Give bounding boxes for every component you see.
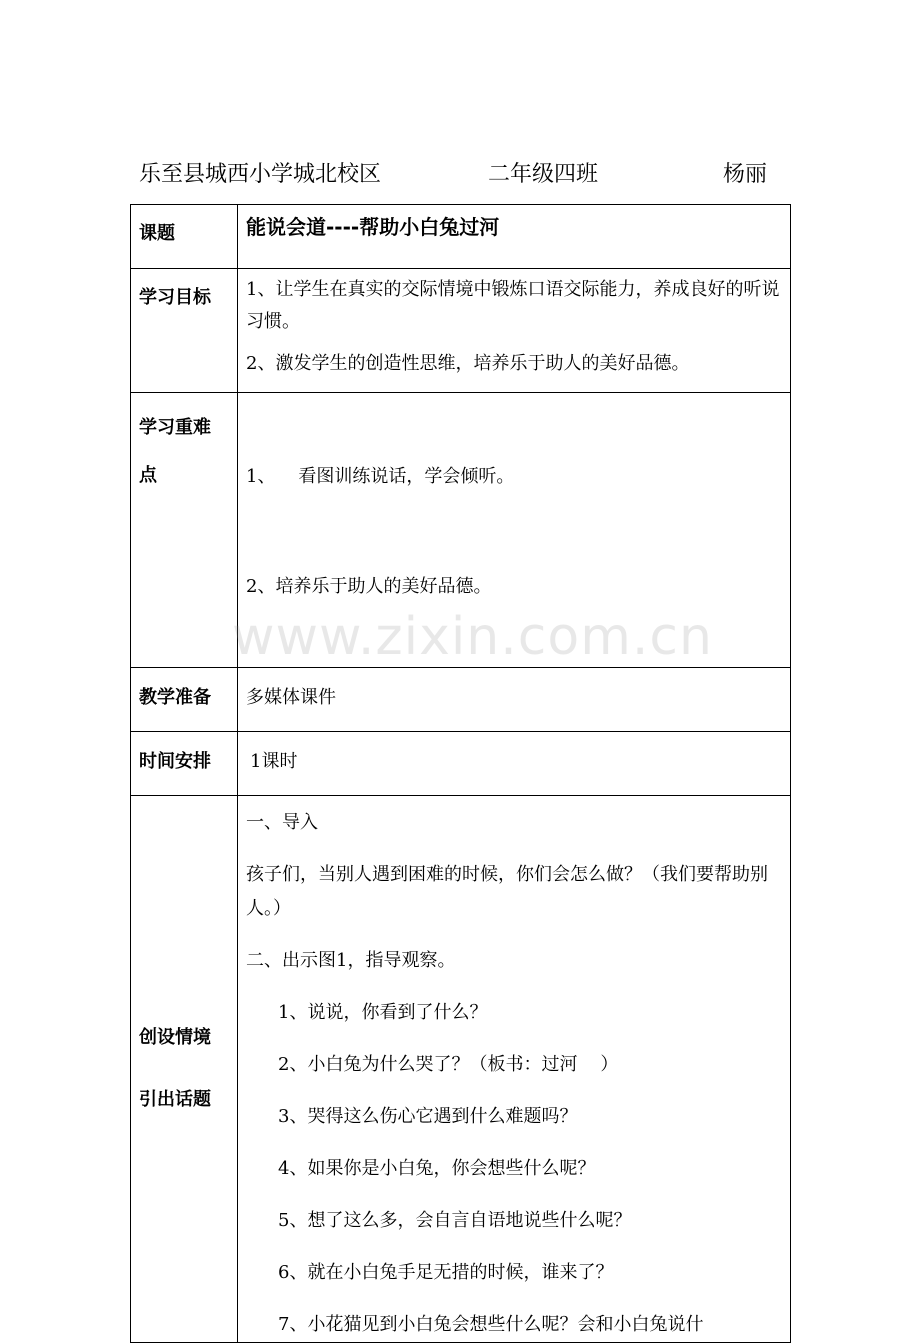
- goals-label: 学习目标: [139, 287, 211, 308]
- class-name: 二年级四班: [488, 162, 599, 187]
- lesson-plan-table: [130, 204, 791, 1343]
- prep-label: 教学准备: [139, 687, 211, 708]
- document-header: [139, 157, 779, 193]
- prep-value: 多媒体课件: [246, 687, 336, 708]
- label-cell-topic: [131, 205, 238, 269]
- scene-line: 1、说说，你看到了什么？: [278, 1002, 488, 1023]
- keypoints-label-line2: 点: [139, 465, 157, 486]
- keypoint-item: 2、培养乐于助人的美好品德。: [246, 576, 492, 597]
- content-cell-time: [238, 732, 791, 796]
- content-cell-scene: [238, 796, 791, 1343]
- row-topic: [131, 205, 791, 269]
- row-prep: [131, 668, 791, 732]
- scene-line: 二、出示图1，指导观察。: [246, 950, 456, 971]
- content-cell-goals: [238, 269, 791, 393]
- scene-label-line1: 创设情境: [139, 1027, 211, 1048]
- keypoints-label-line1: 学习重难: [139, 417, 211, 438]
- goal-item: 2、激发学生的创造性思维，培养乐于助人的美好品德。: [246, 353, 690, 374]
- label-cell-prep: [131, 668, 238, 732]
- label-cell-time: [131, 732, 238, 796]
- scene-label-line2: 引出话题: [139, 1089, 211, 1110]
- row-time: [131, 732, 791, 796]
- scene-line: 6、就在小白兔手足无措的时候，谁来了？: [278, 1262, 614, 1283]
- lesson-title: 能说会道----帮助小白兔过河: [246, 215, 500, 239]
- content-cell-topic: [238, 205, 791, 269]
- content-cell-prep: [238, 668, 791, 732]
- topic-label: 课题: [139, 223, 175, 244]
- keypoint-item: 1、 看图训练说话，学会倾听。: [246, 466, 515, 487]
- goal-item: 1、让学生在真实的交际情境中锻炼口语交际能力，养成良好的听说习惯。: [246, 279, 780, 332]
- scene-line: 2、小白兔为什么哭了？（板书：过河 ）: [278, 1054, 619, 1075]
- scene-line: 一、导入: [246, 812, 318, 833]
- label-cell-keypoints: [131, 393, 238, 668]
- scene-line: 孩子们，当别人遇到困难的时候，你们会怎么做？（我们要帮助别人。）: [246, 864, 768, 919]
- scene-line: 5、想了这么多，会自言自语地说些什么呢？: [278, 1210, 632, 1231]
- school-name: 乐至县城西小学城北校区: [139, 162, 382, 187]
- time-value: 1课时: [250, 751, 298, 772]
- row-scene: [131, 796, 791, 1343]
- label-cell-goals: [131, 269, 238, 393]
- teacher-name: 杨丽: [723, 162, 768, 187]
- scene-line: 3、哭得这么伤心它遇到什么难题吗？: [278, 1106, 578, 1127]
- scene-line: 4、如果你是小白兔，你会想些什么呢？: [278, 1158, 596, 1179]
- label-cell-scene: [131, 796, 238, 1343]
- row-keypoints: [131, 393, 791, 668]
- watermark: www.zixin.com.cn: [232, 607, 713, 667]
- time-label: 时间安排: [139, 751, 211, 772]
- row-goals: [131, 269, 791, 393]
- content-cell-keypoints: [238, 393, 791, 668]
- scene-line: 7、小花猫见到小白兔会想些什么呢？会和小白兔说什: [278, 1314, 704, 1335]
